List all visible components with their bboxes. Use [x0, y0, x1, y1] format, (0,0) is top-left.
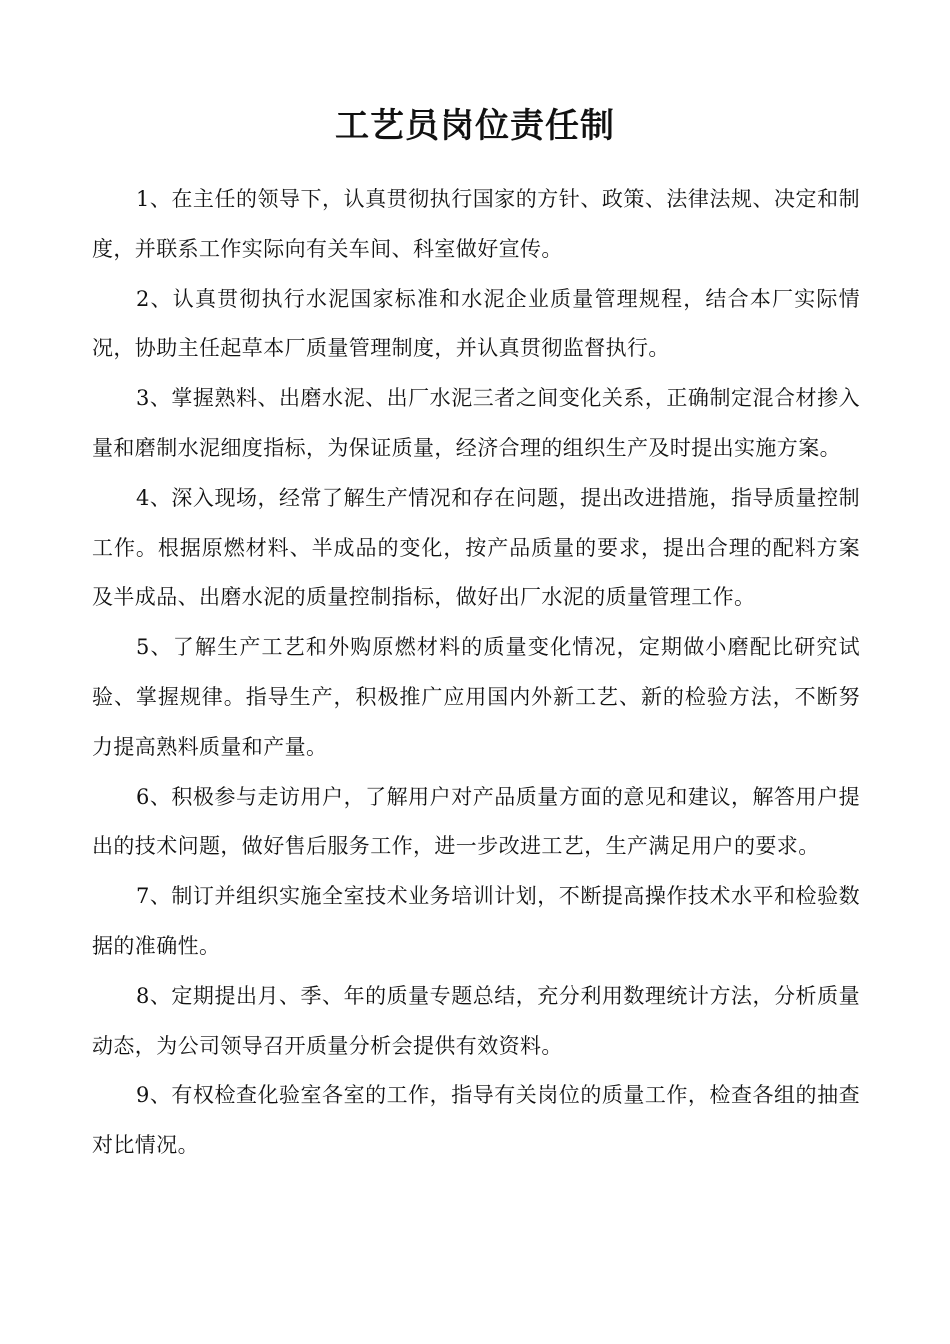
document-body — [92, 175, 860, 1171]
paragraph-9: 9、有权检查化验室各室的工作，指导有关岗位的质量工作，检查各组的抽查对比情况。 — [92, 1083, 860, 1158]
document-title: 工艺员岗位责任制 — [335, 106, 615, 146]
paragraph-3: 3、掌握熟料、出磨水泥、出厂水泥三者之间变化关系，正确制定混合材掺入量和磨制水泥细度指标，为保证质量，经济合理的组织生产及时提出实施方案。 — [92, 386, 860, 460]
paragraph-7: 7、制订并组织实施全室技术业务培训计划，不断提高操作技术水平和检验数据的准确性。 — [92, 884, 860, 958]
paragraph-8: 8、定期提出月、季、年的质量专题总结，充分利用数理统计方法，分析质量动态，为公司领导召开质量分析会提供有效资料。 — [92, 983, 860, 1058]
paragraph-1: 1、在主任的领导下，认真贯彻执行国家的方针、政策、法律法规、决定和制度，并联系工作实际向有关车间、科室做好宣传。 — [92, 187, 860, 261]
paragraph-6: 6、积极参与走访用户，了解用户对产品质量方面的意见和建议，解答用户提出的技术问题，做好售后服务工作，进一步改进工艺，生产满足用户的要求。 — [92, 784, 860, 859]
paragraph-5: 5、了解生产工艺和外购原燃材料的质量变化情况，定期做小磨配比研究试验、掌握规律。指导生产，积极推广应用国内外新工艺、新的检验方法，不断努力提高熟料质量和产量。 — [92, 635, 860, 759]
paragraph-2: 2、认真贯彻执行水泥国家标准和水泥企业质量管理规程，结合本厂实际情况，协助主任起草本厂质量管理制度，并认真贯彻监督执行。 — [92, 286, 860, 361]
paragraph-4: 4、深入现场，经常了解生产情况和存在问题，提出改进措施，指导质量控制工作。根据原燃材料、半成品的变化，按产品质量的要求，提出合理的配料方案及半成品、出磨水泥的质量控制指标，做好出厂水泥的质量管理工作。 — [92, 485, 860, 610]
